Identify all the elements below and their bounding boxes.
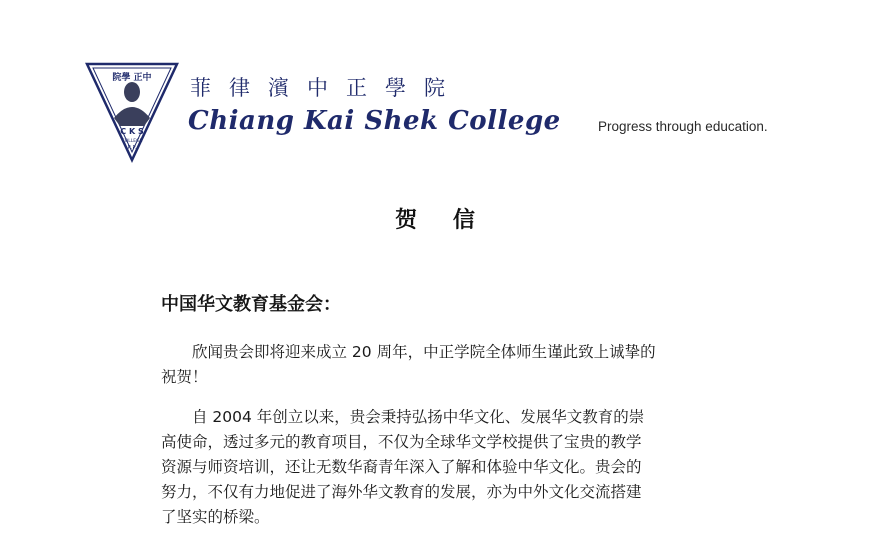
paragraph-1-line: 欣闻贵会即将迎来成立 20 周年，中正学院全体师生谨此致上诚挚的 xyxy=(192,343,656,361)
paragraph-2-line: 自 2004 年创立以来，贵会秉持弘扬中华文化、发展华文教育的崇 xyxy=(192,408,645,426)
college-logo xyxy=(84,60,180,164)
letter-paragraph-2 xyxy=(161,405,731,530)
letter-title: 贺 信 xyxy=(395,208,489,233)
letter-paragraph-1 xyxy=(161,340,731,390)
logo-initials: C K S xyxy=(120,127,144,136)
logo-chinese-text: 院學 正中 xyxy=(112,73,152,83)
paragraph-2-line: 努力，不仅有力地促进了海外华文教育的发展，亦为中外文化交流搭建 xyxy=(161,483,642,501)
college-motto: Progress through education. xyxy=(598,119,768,134)
logo-small-text-2: R.P. xyxy=(127,145,137,151)
paragraph-2-line: 高使命，透过多元的教育项目，不仅为全球华文学校提供了宝贵的教学 xyxy=(161,433,642,451)
college-name-chinese: 菲律濱中正學院 xyxy=(190,76,463,100)
paragraph-2-line: 了坚实的桥梁。 xyxy=(161,508,270,526)
letterhead xyxy=(84,60,804,170)
letter-salutation: 中国华文教育基金会： xyxy=(161,294,341,315)
logo-small-text-1: COLLEGE xyxy=(121,139,143,144)
paragraph-2-line: 资源与师资培训，还让无数华裔青年深入了解和体验中华文化。贵会的 xyxy=(161,458,642,476)
paragraph-1-line: 祝贺！ xyxy=(161,368,208,386)
college-name-english: Chiang Kai Shek College xyxy=(188,106,561,136)
